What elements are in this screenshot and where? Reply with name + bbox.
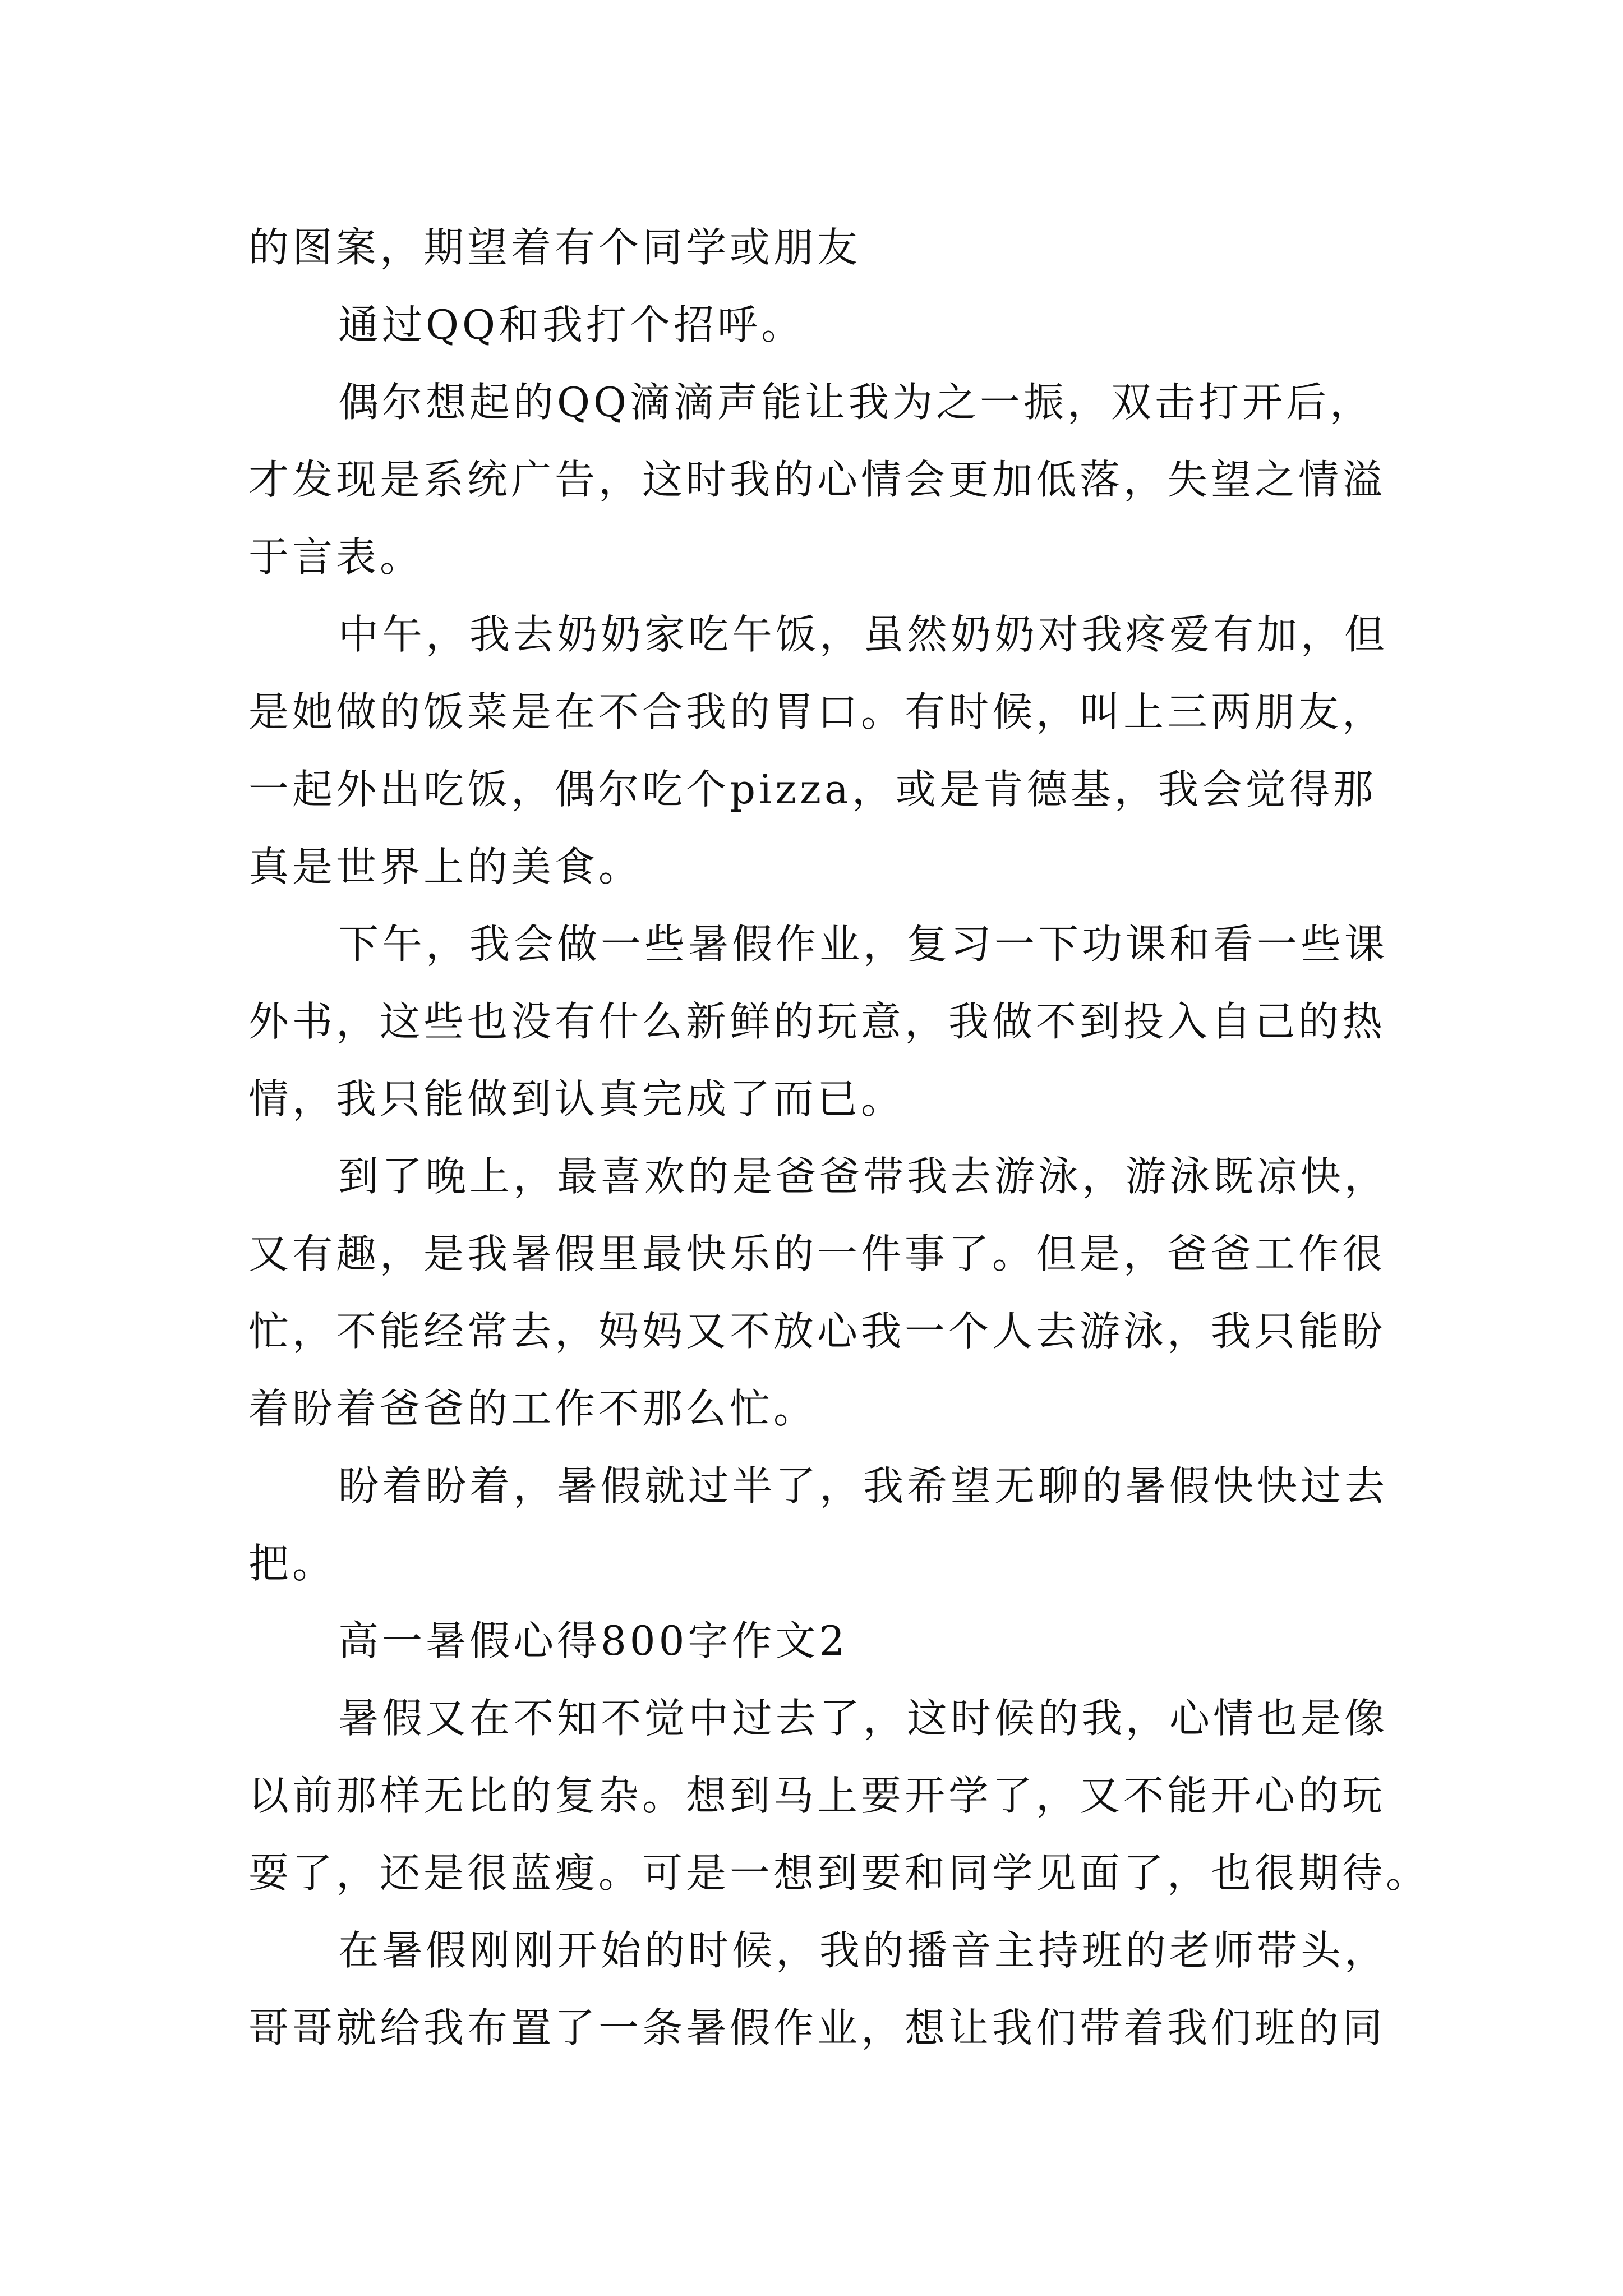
- text-line: 哥哥就给我布置了一条暑假作业，想让我们带着我们班的同: [248, 2004, 1386, 2051]
- text-line: 是她做的饭菜是在不合我的胃口。有时候，叫上三两朋友，: [248, 688, 1386, 735]
- section-heading: 高一暑假心得800字作文2: [338, 1617, 849, 1664]
- text-line: 以前那样无比的复杂。想到马上要开学了，又不能开心的玩: [248, 1772, 1386, 1819]
- text-line: 耍了，还是很蓝瘦。可是一想到要和同学见面了，也很期待。: [248, 1849, 1430, 1897]
- text-line: 把。: [248, 1540, 336, 1587]
- text-line: 情，我只能做到认真完成了而已。: [248, 1075, 905, 1122]
- text-line: 盼着盼着，暑假就过半了，我希望无聊的暑假快快过去: [338, 1462, 1389, 1510]
- text-line: 下午，我会做一些暑假作业，复习一下功课和看一些课: [338, 921, 1389, 968]
- text-line: 忙，不能经常去，妈妈又不放心我一个人去游泳，我只能盼: [248, 1308, 1386, 1355]
- text-line: 的图案，期望着有个同学或朋友: [248, 224, 861, 271]
- text-line: 在暑假刚刚开始的时候，我的播音主持班的老师带头，: [338, 1927, 1389, 1974]
- text-line: 才发现是系统广告，这时我的心情会更加低落，失望之情溢: [248, 456, 1386, 503]
- text-line: 又有趣，是我暑假里最快乐的一件事了。但是，爸爸工作很: [248, 1230, 1386, 1277]
- text-line: 真是世界上的美食。: [248, 843, 643, 890]
- document-body: [248, 209, 1430, 2067]
- text-line: 到了晚上，最喜欢的是爸爸带我去游泳，游泳既凉快，: [338, 1153, 1389, 1200]
- text-line: 外书，这些也没有什么新鲜的玩意，我做不到投入自己的热: [248, 998, 1386, 1045]
- text-line: 中午，我去奶奶家吃午饭，虽然奶奶对我疼爱有加，但: [338, 611, 1389, 658]
- text-line: 着盼着爸爸的工作不那么忙。: [248, 1385, 818, 1432]
- text-line: 于言表。: [248, 533, 424, 581]
- text-line: 暑假又在不知不觉中过去了，这时候的我，心情也是像: [338, 1695, 1389, 1742]
- text-line: 偶尔想起的QQ滴滴声能让我为之一振，双击打开后，: [338, 379, 1374, 426]
- text-line: 一起外出吃饭，偶尔吃个pizza，或是肯德基，我会觉得那: [248, 766, 1377, 813]
- text-line: 通过QQ和我打个招呼。: [338, 301, 805, 348]
